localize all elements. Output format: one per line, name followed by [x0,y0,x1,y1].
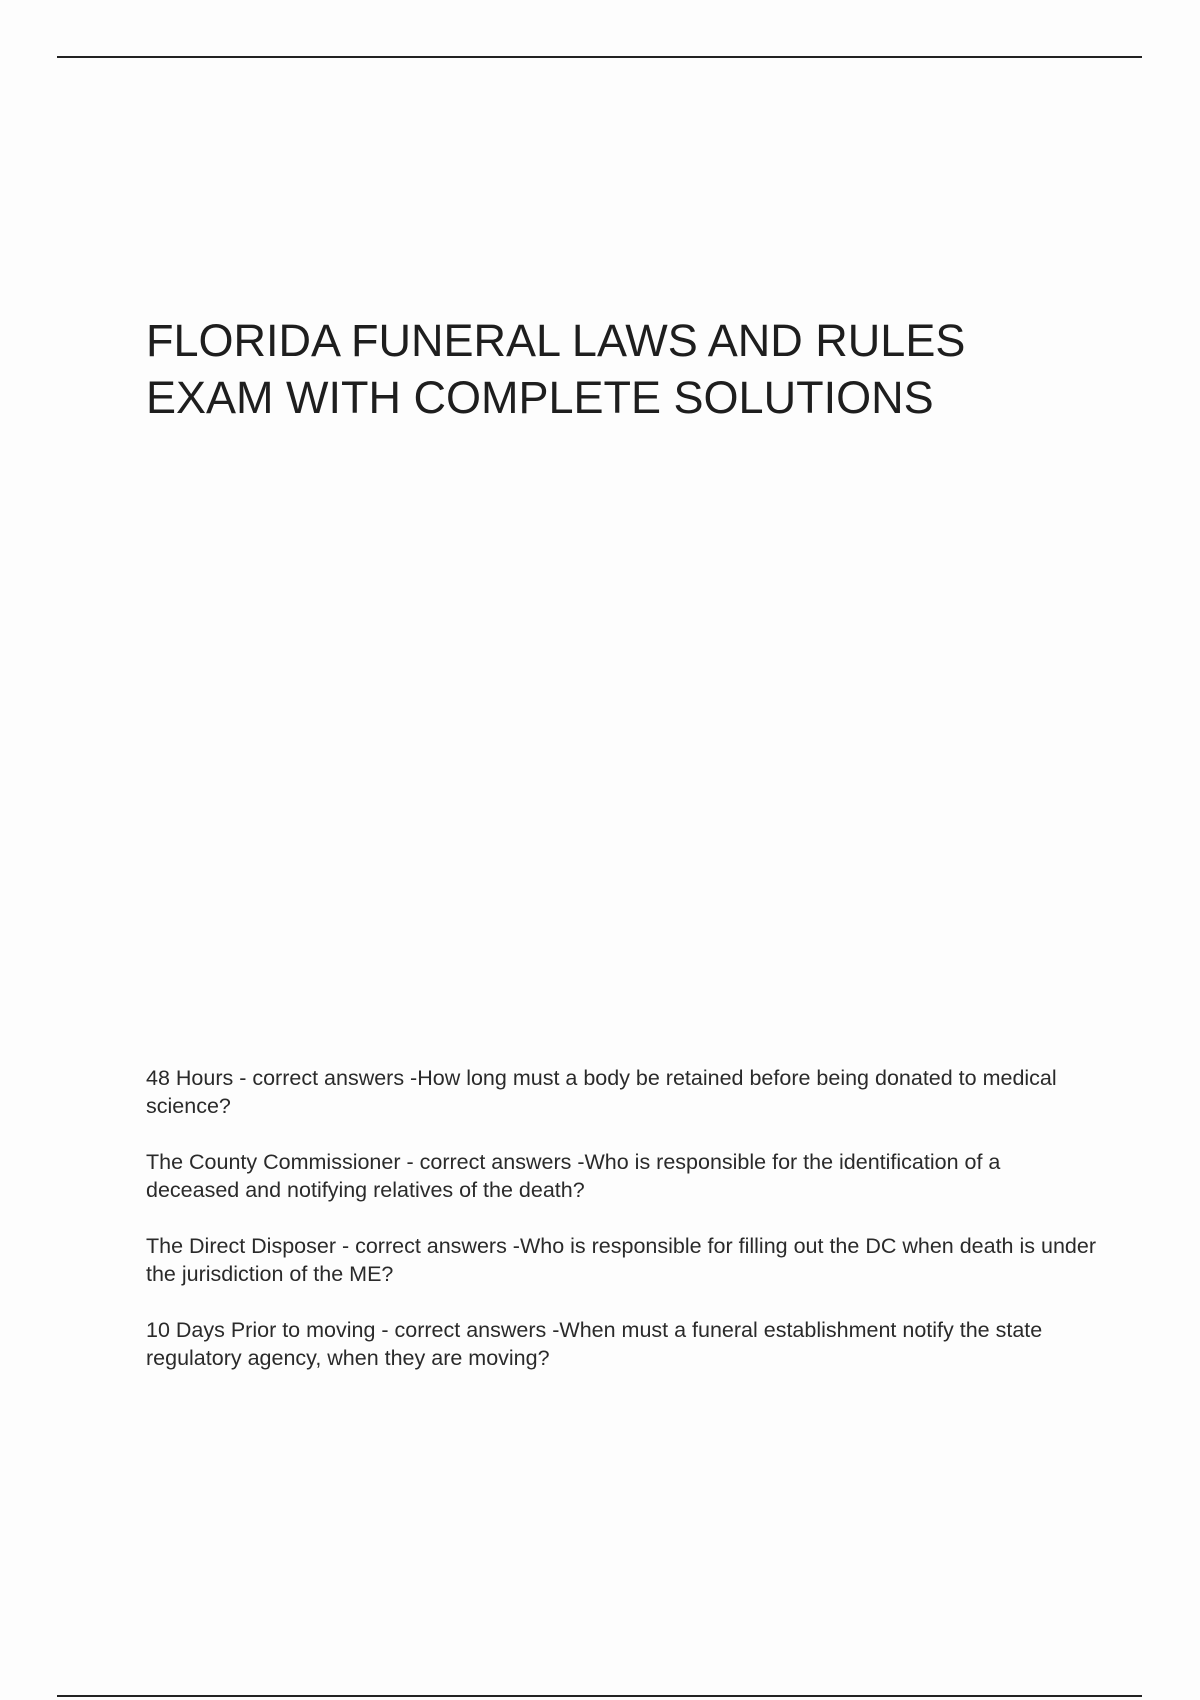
top-divider [57,56,1142,58]
bottom-divider [57,1695,1142,1697]
qa-item: The County Commissioner - correct answers -Who is responsible for the identification of a deceased and notifying relatives of the death? [146,1150,1001,1202]
qa-item: The Direct Disposer - correct answers -Who is responsible for filling out the DC when death is under the jurisdiction of the ME? [146,1234,1096,1286]
title-line-2: EXAM WITH COMPLETE SOLUTIONS [146,372,934,423]
title-line-1: FLORIDA FUNERAL LAWS AND RULES [146,315,966,366]
qa-item: 10 Days Prior to moving - correct answers -When must a funeral establishment notify the state regulatory agency, when they are moving? [146,1318,1043,1370]
document-title [146,312,1106,426]
qa-item: 48 Hours - correct answers -How long must a body be retained before being donated to medical science? [146,1066,1057,1118]
qa-list [146,1064,1096,1400]
